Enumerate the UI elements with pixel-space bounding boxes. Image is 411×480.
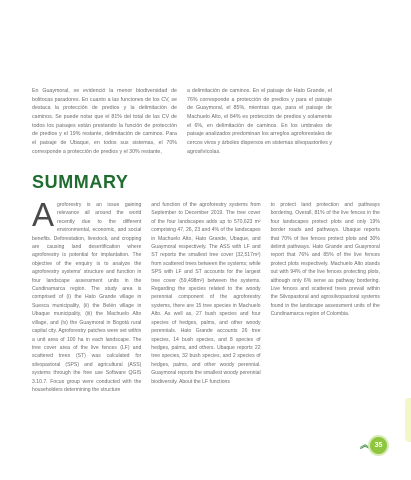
summary-column-1 (32, 196, 142, 394)
summary-column-1-text: groforestry is an issue gaining relevance all around the world recently due to the different environmental, economic, and social benefits. Deforestation, livestock, and cropping are causing land desertification where agroforestry is potential for implantation. The objective of the enquiry is to analyze the agroforestry systems' structure and function in four landscape assessment units in the Cundinamarca region. The study area is comprised of (i) the Hato Grande village in Suesca municipality, (ii) the Belén village in Ubaque municipality, (iii) the Machuelo Alto village, and (iv) the Guaymoral in Bogotá rural capital city. Agroforestry patches were set within a unit area of 100 ha in each landscape. The tree cover area of the live fences (LF) and scattered trees (ST) was calculated for silvopastoral (SPS) and agricultural (ASS) systems through the free use Software QGIS 3.10.7. Focus group were conducted with the householders determining the structure (32, 202, 142, 393)
spanish-column-1: En Guaymoral, se evidenció la menor biodiversidad de bolitocas paradores. En cuanto a las funciones de los CV, se destaca la protección de predios y la delimitación de caminos. Se puede notar que el 81% del total de las CV de todos los paisajes están prestando la función de protección de predios y el 19% restante, delimitación de caminos. Para el paisaje de Ubaque, en todos sus sistemas, el 70% corresponde a protección de predios y el 30% restante, (32, 88, 177, 155)
summary-column-3: to protect land protection and pathways bordering. Overall, 81% of the live fences in the four landscapes protect plots and only 19% border roads and pathways. Ubaque reports that 70% of live fences protect plots and 30% delimit pathways. Hato Grande and Guaymoral report that 76% and 85% of the live fences protect plots respectively. Machuelo Alto stands out with 94% of the live fences protecting plots, although only 6% serve as pathway bordering. Live fences and scattered trees prevail within the Silvopastoral and agrosilvopastoral systems found in the landscape assessment units of the Cundinamarca region of Colombia. (270, 202, 380, 318)
summary-column-2: and function of the agroforestry systems from September to December 2019. The tree cover of the four landscapes adds up to 570,623 m² comprising 47, 26, 23 and 4% of the landscapes in Machuelo Alto, Hato Grande, Ubaque, and Guaymoral respectively. The ASS with LF and ST reports the smallest tree cover (32,517m²) from scattered trees between the systems; while SPS with LF and ST accounts for the largest tree cover (59,498m²) between the systems. Regarding the species related to the woody perennial component of the agroforestry systems, there are 15 tree species in Machuelo Alto. As well as, 27 bush species and four species of hedges, palms, and other woody perennials. Hato Grande accounts 26 tree species, 14 bush species, and 8 species of hedges, palms, and others. Ubaque reports 22 tree species, 32 bush species, and 2 species of hedges, palms, and other woody perennial. Guaymoral reports the smallest woody perennial biodiversity. About the LF functions (151, 202, 261, 385)
summary-heading: SUMMARY (32, 172, 129, 192)
double-chevron-up-icon[interactable]: ︽ (360, 439, 367, 451)
drop-cap: A (32, 196, 55, 233)
spanish-column-2: a delimitación de caminos. En el paisaje de Hato Grande, el 76% corresponde a protección de predios y para el paisaje de Guaymoral, el 85%, mientras que, para el paisaje de Machuelo Alto, el 84% es protección de predios y solamente el 6%, en delimitación de caminos. En los umbrales de paisaje analizados predominan los arreglos agroforestales de cercos vivos y árboles dispersos en sistemas silvopastoriles y agrosilvícolas. (187, 88, 332, 155)
page-edge-tab (405, 398, 411, 442)
page-footer (360, 437, 387, 454)
summary-text-block (32, 196, 380, 394)
spanish-text-block (32, 87, 332, 156)
page-number-badge: 35 (370, 437, 387, 454)
